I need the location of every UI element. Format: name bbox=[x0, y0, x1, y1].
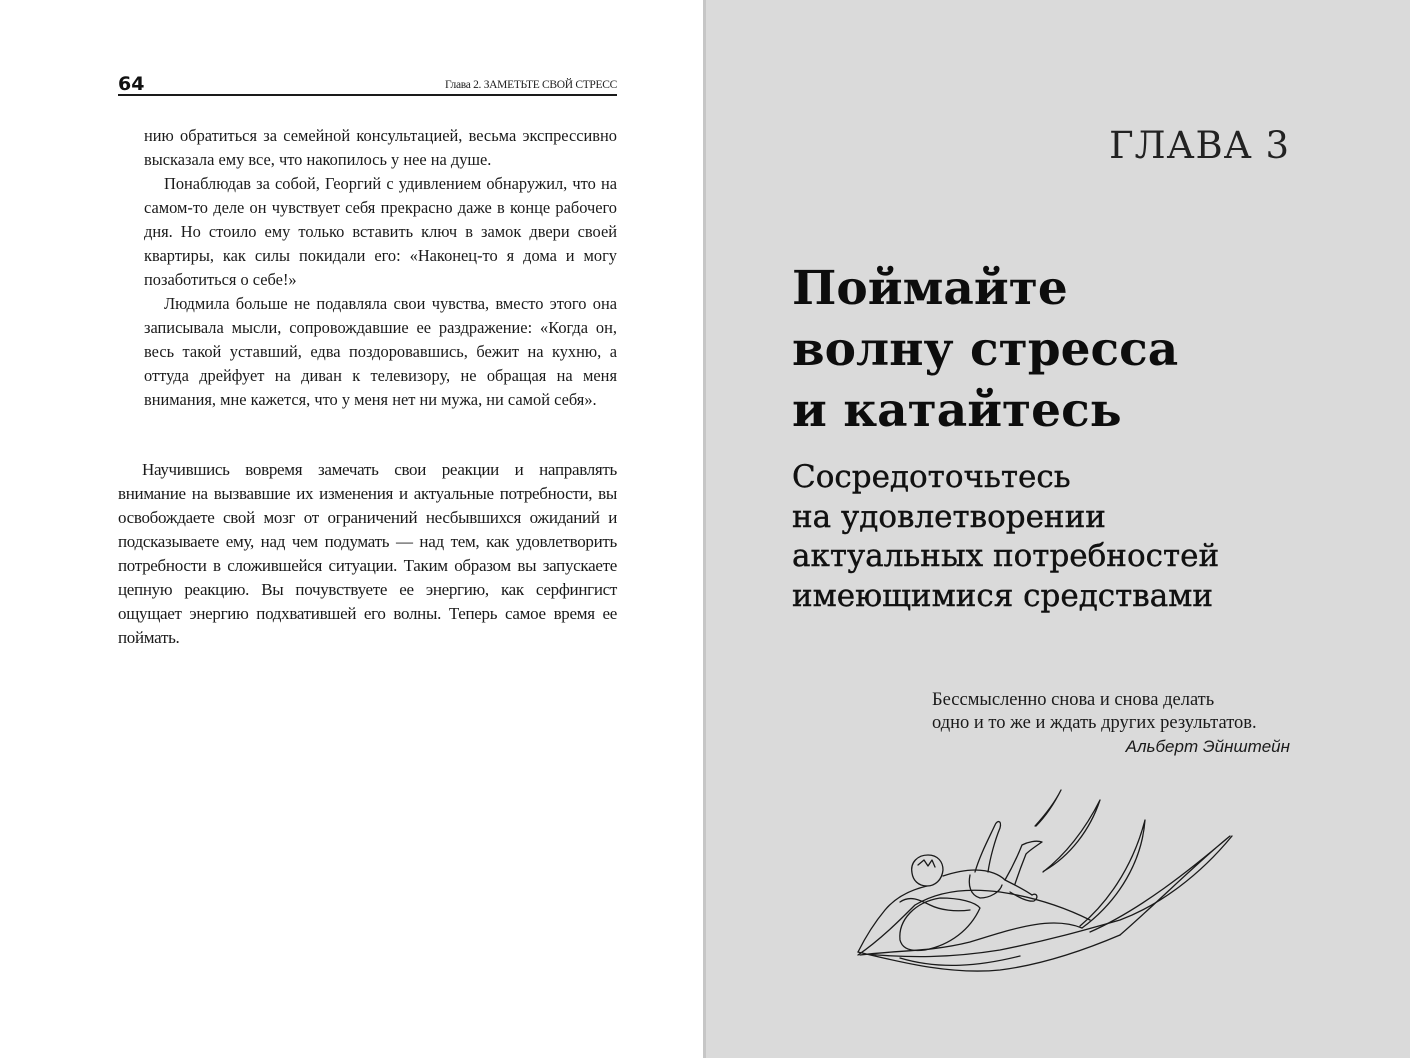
chapter-title bbox=[792, 258, 1352, 441]
paragraph: Понаблюдав за собой, Георгий с удивлением обнаружил, что на самом-то деле он чувствует себя прекрасно даже в конце рабочего дня. Но стоило ему только вставить ключ в замок двери своей квартиры, как силы покидали его: «Наконец-то я дома и могу позаботиться о себе!» bbox=[144, 174, 617, 289]
paragraph: Научившись вовремя замечать свои реакции и направлять внимание на вызвавшие их изменения и актуальные потребности, вы освобождаете свой мозг от ограничений несбывшихся ожиданий и подсказываете ему, над чем подумать — над тем, как удовлетворить потребности в сложившейся ситуации. Таким образом вы запускаете цепную реакцию. Вы почувствуете ее энергию, как серфингист ощущает энергию подхватившей его волны. Теперь самое время ее поймать. bbox=[118, 460, 617, 647]
chapter-title-line: Поймайте bbox=[792, 261, 1068, 316]
chapter-title-line: волну стресса bbox=[792, 322, 1179, 377]
epigraph-author: Альберт Эйнштейн bbox=[1125, 737, 1290, 756]
surfer-illustration-icon bbox=[840, 780, 1240, 990]
epigraph-line: Бессмысленно снова и снова делать bbox=[932, 690, 1215, 710]
chapter-subtitle-line: на удовлетворении bbox=[792, 498, 1106, 535]
paragraph: Людмила больше не подавляла свои чувства, вместо этого она записывала мысли, сопровождавшие ее раздражение: «Когда он, весь такой уставший, едва поздоровавшись, бежит на кухню, а оттуда дрейфует на диван к телевизору, не обращая на меня внимания, мне кажется, что у меня нет ни мужа, ни самой себя». bbox=[144, 294, 617, 409]
epigraph-line: одно и то же и ждать других результатов. bbox=[932, 713, 1257, 733]
chapter-subtitle-line: имеющимися средствами bbox=[792, 577, 1213, 614]
body-text-block-1 bbox=[118, 124, 617, 412]
chapter-subtitle-line: Сосредоточьтесь bbox=[792, 459, 1071, 495]
chapter-label: ГЛАВА 3 bbox=[1109, 124, 1290, 167]
book-spine-edge bbox=[703, 0, 706, 1058]
running-header bbox=[118, 74, 617, 96]
chapter-title-line: и катайтесь bbox=[792, 383, 1122, 438]
paragraph: нию обратиться за семейной консультацией, весьма экспрессивно высказала ему все, что накопилось у нее на душе. bbox=[144, 126, 617, 169]
chapter-subtitle bbox=[792, 458, 1352, 616]
epigraph bbox=[932, 689, 1292, 758]
page-number: 64 bbox=[118, 73, 145, 95]
body-text-block-2 bbox=[118, 458, 617, 650]
running-head-chapter: Глава 2. ЗАМЕТЬТЕ СВОЙ СТРЕСС bbox=[445, 79, 617, 91]
chapter-subtitle-line: актуальных потребностей bbox=[792, 538, 1220, 574]
